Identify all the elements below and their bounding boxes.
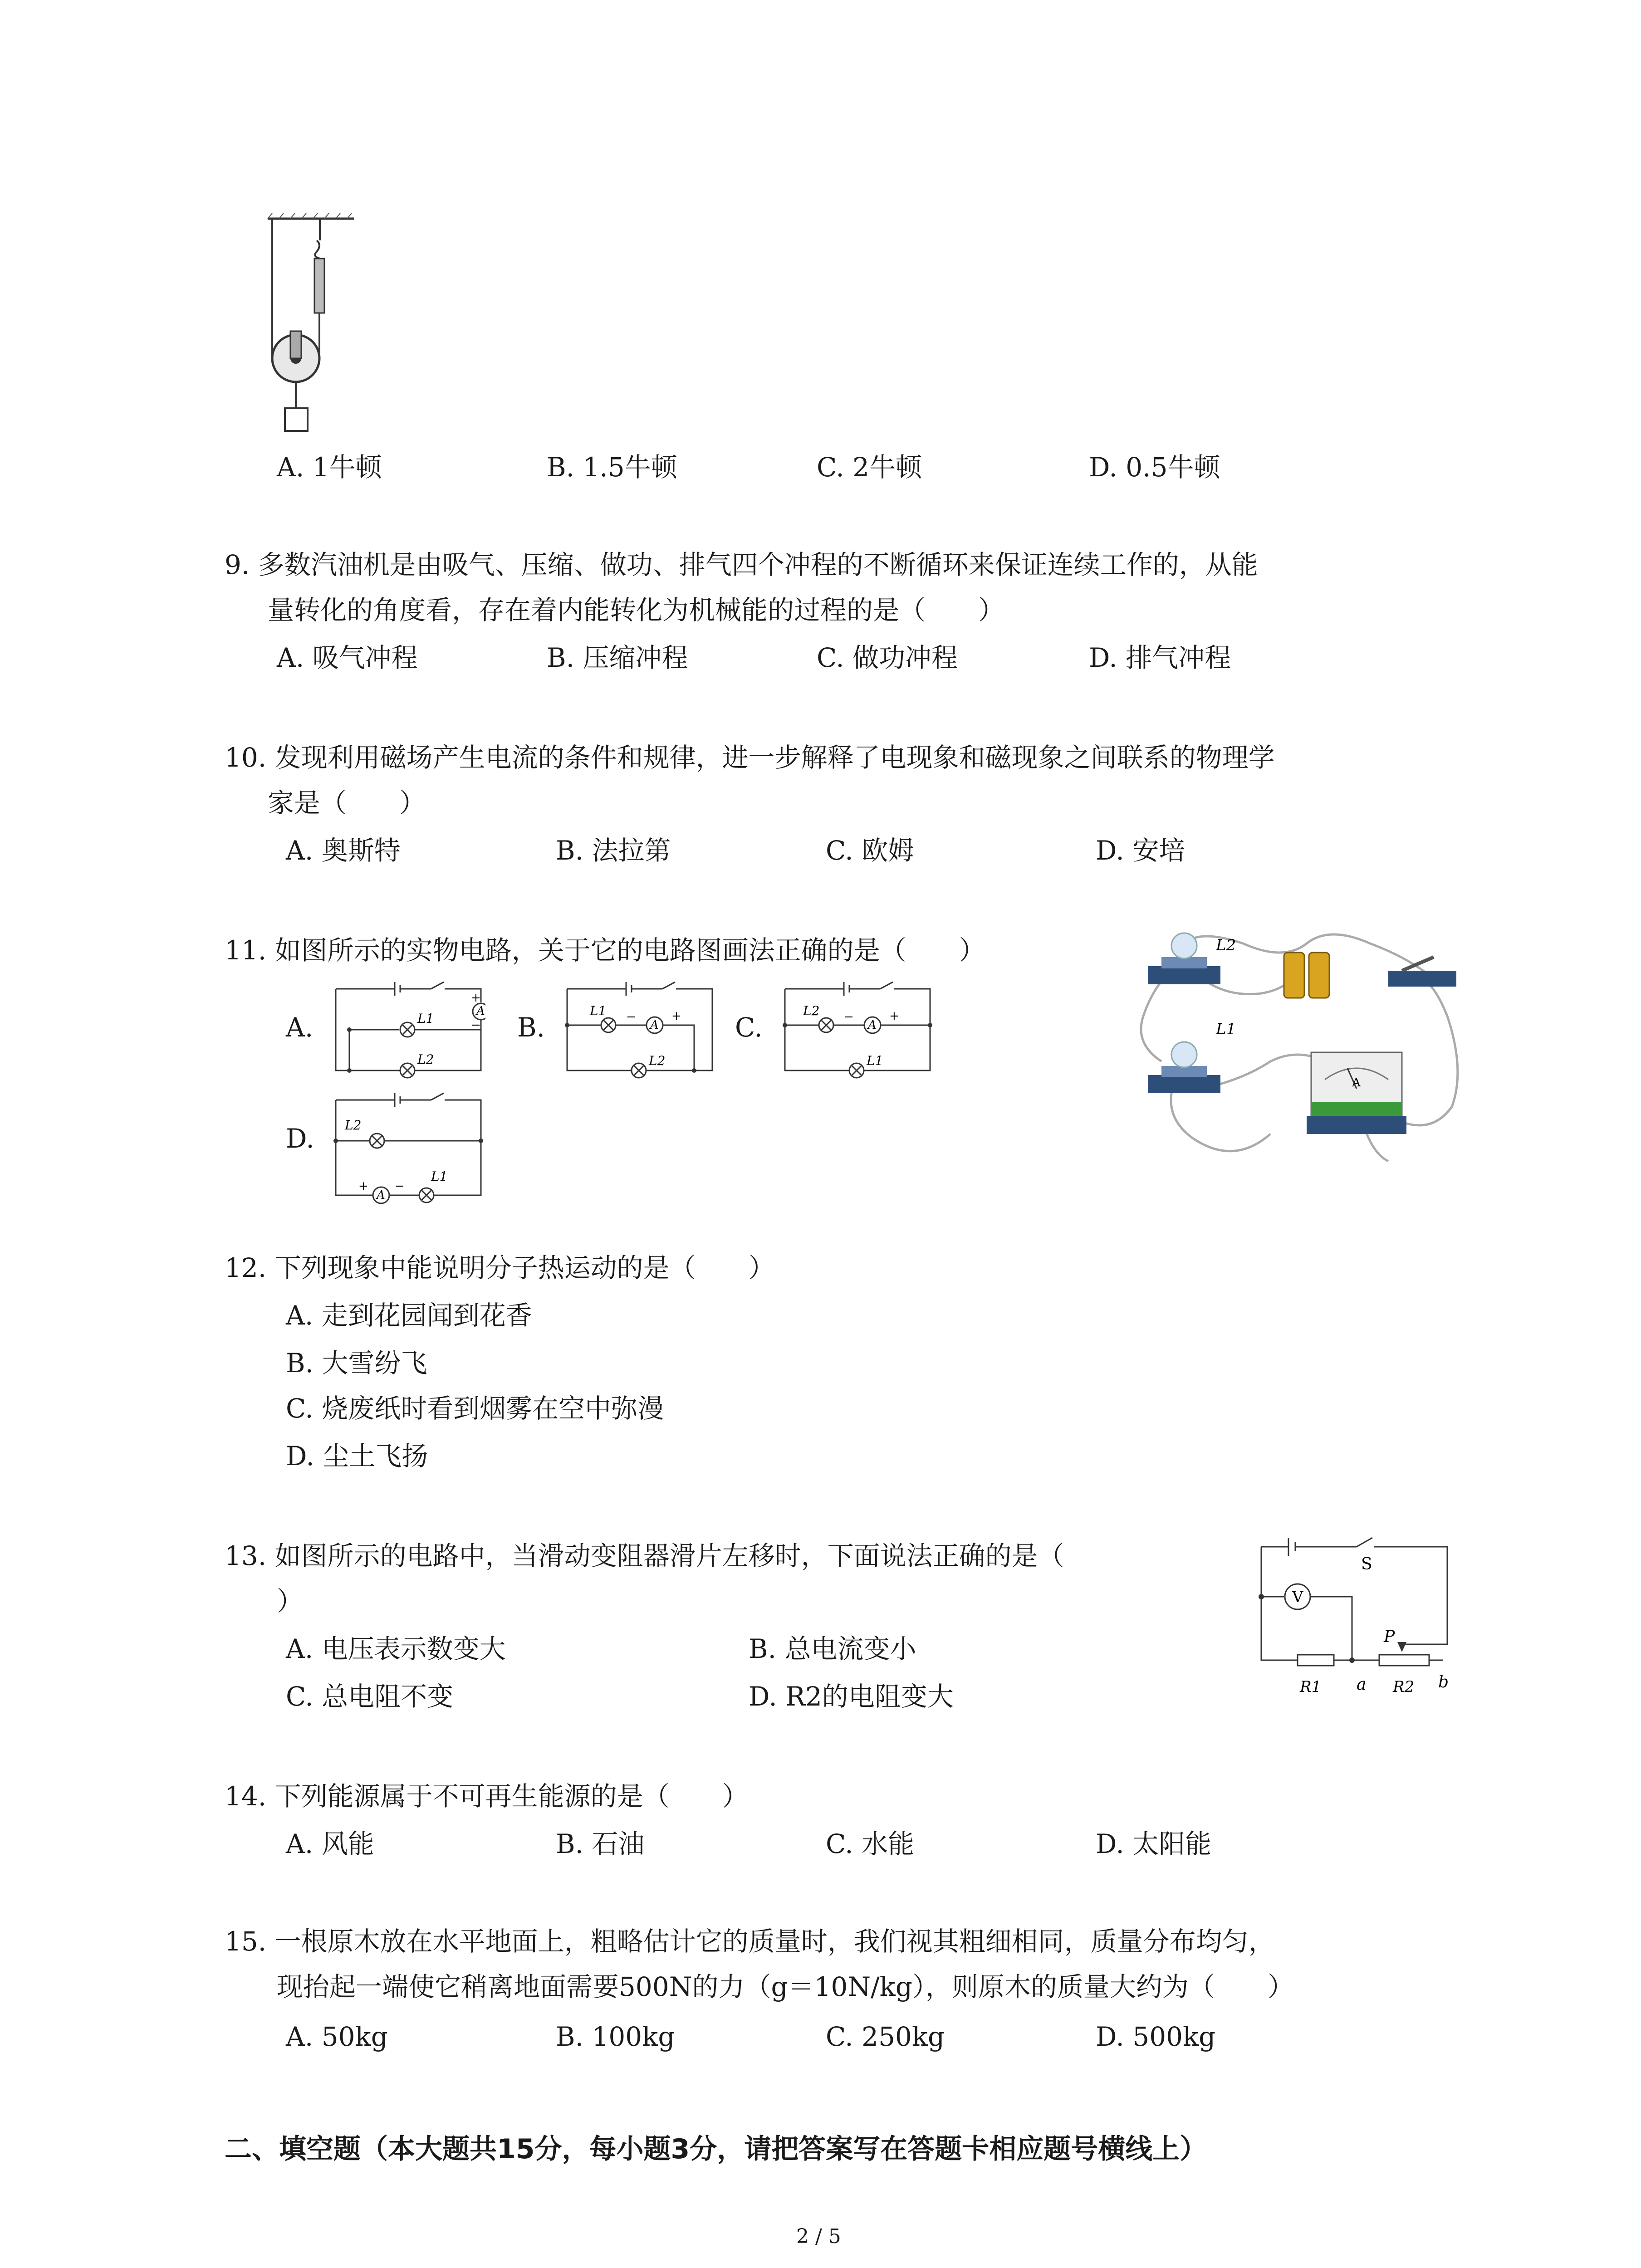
plus-label: + [471, 991, 481, 1005]
voltmeter-label: V [1292, 1588, 1303, 1606]
switch-label: S [1361, 1555, 1372, 1574]
plus-label: + [358, 1179, 368, 1193]
q10-option-c: C. 欧姆 [826, 835, 915, 866]
q11-option-b-letter: B. [517, 1012, 545, 1043]
q11-option-a-letter: A. [286, 1012, 314, 1043]
q8-option-a: A. 1牛顿 [277, 452, 382, 483]
ammeter-label: A [377, 1188, 385, 1202]
q15-option-d: D. 500kg [1096, 2021, 1216, 2052]
q15-option-b: B. 100kg [556, 2021, 675, 2052]
q11-option-c-letter: C. [735, 1012, 763, 1043]
page-number: 2 / 5 [796, 2225, 841, 2248]
q10-stem-line2: 家是（ ） [268, 787, 426, 818]
q9-stem-line1: 9. 多数汽油机是由吸气、压缩、做功、排气四个冲程的不断循环来保证连续工作的，从能 [225, 549, 1258, 580]
q11-circuit-b [563, 975, 717, 1080]
q10-option-a: A. 奥斯特 [286, 835, 401, 866]
plus-label: + [671, 1009, 681, 1023]
q10-option-b: B. 法拉第 [556, 835, 671, 866]
lamp-l2-label: L2 [1216, 936, 1236, 954]
q15-option-a: A. 50kg [286, 2021, 388, 2052]
q14-option-a: A. 风能 [286, 1828, 374, 1859]
q8-option-c: C. 2牛顿 [817, 452, 922, 483]
lamp-l2-label: L2 [417, 1052, 434, 1067]
ammeter-label: A [868, 1018, 877, 1032]
r2-label: R2 [1393, 1678, 1415, 1696]
lamp-l1-label: L1 [590, 1003, 607, 1018]
q13-circuit-figure [1252, 1533, 1461, 1706]
lamp-l1-label: L1 [431, 1169, 448, 1184]
q13-option-c: C. 总电阻不变 [286, 1681, 454, 1712]
q11-option-d-letter: D. [286, 1123, 314, 1154]
lamp-l1-label: L1 [1216, 1020, 1236, 1038]
q15-stem-line1: 15. 一根原木放在水平地面上，粗略估计它的质量时，我们视其粗细相同，质量分布均匀， [225, 1926, 1275, 1957]
q13-option-d: D. R2的电阻变大 [749, 1681, 954, 1712]
lamp-l1-label: L1 [417, 1011, 434, 1026]
q14-option-b: B. 石油 [556, 1828, 645, 1859]
lamp-l2-label: L2 [803, 1003, 820, 1018]
q15-option-c: C. 250kg [826, 2021, 945, 2052]
q9-option-c: C. 做功冲程 [817, 642, 958, 673]
ammeter-label: A [1352, 1076, 1361, 1090]
pulley-figure [263, 213, 367, 449]
plus-label: + [889, 1009, 899, 1023]
q12-option-c: C. 烧废纸时看到烟雾在空中弥漫 [286, 1393, 664, 1424]
q13-option-a: A. 电压表示数变大 [286, 1633, 506, 1664]
lamp-l1-label: L1 [867, 1053, 883, 1068]
minus-label: − [626, 1010, 636, 1024]
minus-label: − [395, 1179, 405, 1193]
q11-circuit-d [331, 1086, 485, 1204]
q13-option-b: B. 总电流变小 [749, 1633, 916, 1664]
q12-option-d: D. 尘土飞扬 [286, 1441, 428, 1471]
minus-label: − [844, 1010, 854, 1024]
lamp-l2-label: L2 [345, 1118, 362, 1133]
q12-stem: 12. 下列现象中能说明分子热运动的是（ ） [225, 1252, 775, 1283]
q14-option-c: C. 水能 [826, 1828, 915, 1859]
lamp-l2-label: L2 [649, 1053, 666, 1068]
q8-option-d: D. 0.5牛顿 [1089, 452, 1220, 483]
q8-option-b: B. 1.5牛顿 [547, 452, 677, 483]
q15-stem-line2: 现抬起一端使它稍离地面需要500N的力（g＝10N/kg），则原木的质量大约为（ ） [277, 1971, 1294, 2002]
terminal-b-label: b [1438, 1673, 1449, 1691]
q11-circuit-c [780, 975, 935, 1080]
q9-stem-line2: 量转化的角度看，存在着内能转化为机械能的过程的是（ ） [268, 595, 1005, 626]
q12-option-b: B. 大雪纷飞 [286, 1348, 427, 1378]
q10-option-d: D. 安培 [1096, 835, 1185, 866]
q11-stem: 11. 如图所示的实物电路，关于它的电路图画法正确的是（ ） [225, 935, 985, 966]
terminal-a-label: a [1357, 1675, 1367, 1694]
ammeter-label: A [476, 1004, 485, 1018]
q13-stem-line2: ） [277, 1586, 304, 1617]
q9-option-a: A. 吸气冲程 [277, 642, 418, 673]
slider-p-label: P [1384, 1628, 1395, 1646]
q11-circuit-a [331, 975, 485, 1080]
q9-option-b: B. 压缩冲程 [547, 642, 688, 673]
minus-label: − [471, 1018, 481, 1032]
q13-stem-line1: 13. 如图所示的电路中，当滑动变阻器滑片左移时，下面说法正确的是（ [225, 1540, 1064, 1571]
section-2-heading: 二、填空题（本大题共15分，每小题3分，请把答案写在答题卡相应题号横线上） [225, 2133, 1207, 2165]
q11-real-circuit-figure [1134, 925, 1461, 1170]
q14-option-d: D. 太阳能 [1096, 1828, 1212, 1859]
r1-label: R1 [1300, 1678, 1322, 1696]
q9-option-d: D. 排气冲程 [1089, 642, 1231, 673]
q12-option-a: A. 走到花园闻到花香 [286, 1300, 532, 1331]
q14-stem: 14. 下列能源属于不可再生能源的是（ ） [225, 1781, 749, 1812]
ammeter-label: A [650, 1018, 659, 1032]
q10-stem-line1: 10. 发现利用磁场产生电流的条件和规律，进一步解释了电现象和磁现象之间联系的物理学 [225, 742, 1275, 773]
